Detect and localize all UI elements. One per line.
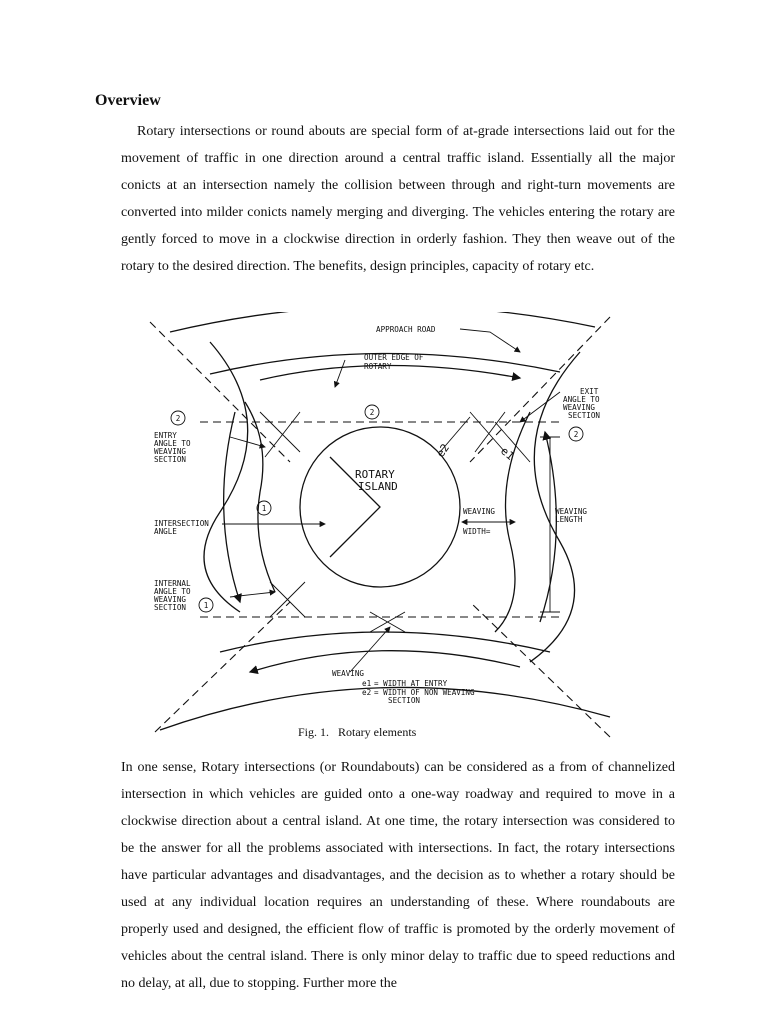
legend-e2-text-line2: SECTION bbox=[388, 696, 421, 705]
body-paragraph: In one sense, Rotary intersections (or Roundabouts) can be considered as a from of channelized intersection in which vehicles are guided onto a one-way roadway and required to move in a clockwise direction about a central island. At one time, the rotary intersection was considered to be the answer for all the problems associated with intersections. In fact, the rotary intersections have particular advantages and disadvantages, and the decision as to whether a rotary should be used at any individual location requires an understanding of these. Where roundabouts are properly used and designed, the efficient flow of traffic is promoted by the orderly movement of vehicles about the central island. There is only minor delay to traffic due to speed reductions and no delay, at all, due to stopping. Further more the bbox=[121, 760, 675, 991]
rotary-diagram bbox=[140, 312, 620, 744]
diagonal-dashed-bottom-right bbox=[470, 602, 610, 737]
exit-label-line2: ANGLE TO bbox=[563, 395, 600, 404]
entry-label-line2: ANGLE TO bbox=[154, 439, 191, 448]
marker-2-center-label: 2 bbox=[369, 408, 375, 417]
exit-label-line1: EXIT bbox=[580, 387, 599, 396]
internal-angle-label-line4: SECTION bbox=[154, 603, 187, 612]
marker-2-right-label: 2 bbox=[573, 430, 579, 439]
left-road-arrow-curve bbox=[224, 412, 240, 602]
legend-e2-text: = WIDTH OF NON WEAVING bbox=[374, 688, 475, 697]
weaving-length-label-line1: WEAVING bbox=[555, 507, 588, 516]
bottom-left-crossing bbox=[270, 582, 305, 617]
internal-angle-label-line3: WEAVING bbox=[154, 595, 187, 604]
exit-label-line4: SECTION bbox=[568, 411, 601, 420]
internal-angle-label-line2: ANGLE TO bbox=[154, 587, 191, 596]
marker-1-left-label: 1 bbox=[261, 504, 267, 513]
internal-angle-label-line1: INTERNAL bbox=[154, 579, 191, 588]
marker-1-lower-label: 1 bbox=[203, 601, 209, 610]
approach-road-leader bbox=[460, 329, 520, 352]
legend-e2-symbol: e2 bbox=[362, 688, 372, 697]
e2-label: e2 bbox=[433, 441, 453, 460]
outer-edge-label-line2: ROTARY bbox=[364, 362, 392, 371]
top-right-crossing bbox=[470, 412, 505, 452]
rotary-elements-figure bbox=[140, 312, 620, 744]
weaving-length-label-line2: LENGTH bbox=[555, 515, 583, 524]
bottom-road-arrow-curve bbox=[250, 651, 520, 672]
entry-label-line1: ENTRY bbox=[154, 431, 177, 440]
entry-label-line4: SECTION bbox=[154, 455, 187, 464]
entry-label-line3: WEAVING bbox=[154, 447, 187, 456]
weaving-length-dimension bbox=[540, 437, 560, 612]
legend-title: WEAVING bbox=[332, 669, 365, 678]
e1-label: e1 bbox=[498, 444, 517, 463]
rotary-island-label-line1: ROTARY bbox=[355, 468, 395, 481]
exit-label-line3: WEAVING bbox=[563, 403, 596, 412]
marker-2-left-label: 2 bbox=[175, 414, 181, 423]
rotary-island-label-line2: ISLAND bbox=[358, 480, 398, 493]
legend-e1-text: = WIDTH AT ENTRY bbox=[374, 679, 448, 688]
weaving-width-label-line2: WIDTH= bbox=[463, 527, 491, 536]
weaving-width-label-line1: WEAVING bbox=[463, 507, 496, 516]
figure-caption: Fig. 1. Rotary elements bbox=[298, 725, 417, 739]
outer-edge-label-line1: OUTER EDGE OF bbox=[364, 353, 424, 362]
section-heading: Overview bbox=[95, 92, 161, 109]
left-inner-road-edge bbox=[245, 402, 275, 592]
outer-edge-leader bbox=[335, 360, 345, 387]
approach-road-label: APPROACH ROAD bbox=[376, 325, 436, 334]
legend-leader bbox=[350, 627, 390, 672]
bottom-inner-road-edge bbox=[220, 632, 550, 652]
bottom-center-crossing bbox=[370, 612, 405, 632]
intro-paragraph: Rotary intersections or round abouts are special form of at-grade intersections laid out for the movement of traffic in one direction around a central traffic island. Essentially all the major conicts at an intersection namely the collision between through and right-turn movements are converted into milder conicts namely merging and diverging. The vehicles entering the rotary are gently forced to move in a clockwise direction in orderly fashion. They then weave out of the rotary to the desired direction. The benefits, design principles, capacity of rotary etc. bbox=[121, 124, 675, 274]
top-left-crossing bbox=[260, 412, 300, 457]
intersection-angle-label-line2: ANGLE bbox=[154, 527, 177, 536]
right-road-arrow-curve bbox=[540, 432, 556, 622]
legend-e1-symbol: e1 bbox=[362, 679, 372, 688]
exit-angle-leader bbox=[520, 392, 560, 422]
intersection-angle-label-line1: INTERSECTION bbox=[154, 519, 209, 528]
